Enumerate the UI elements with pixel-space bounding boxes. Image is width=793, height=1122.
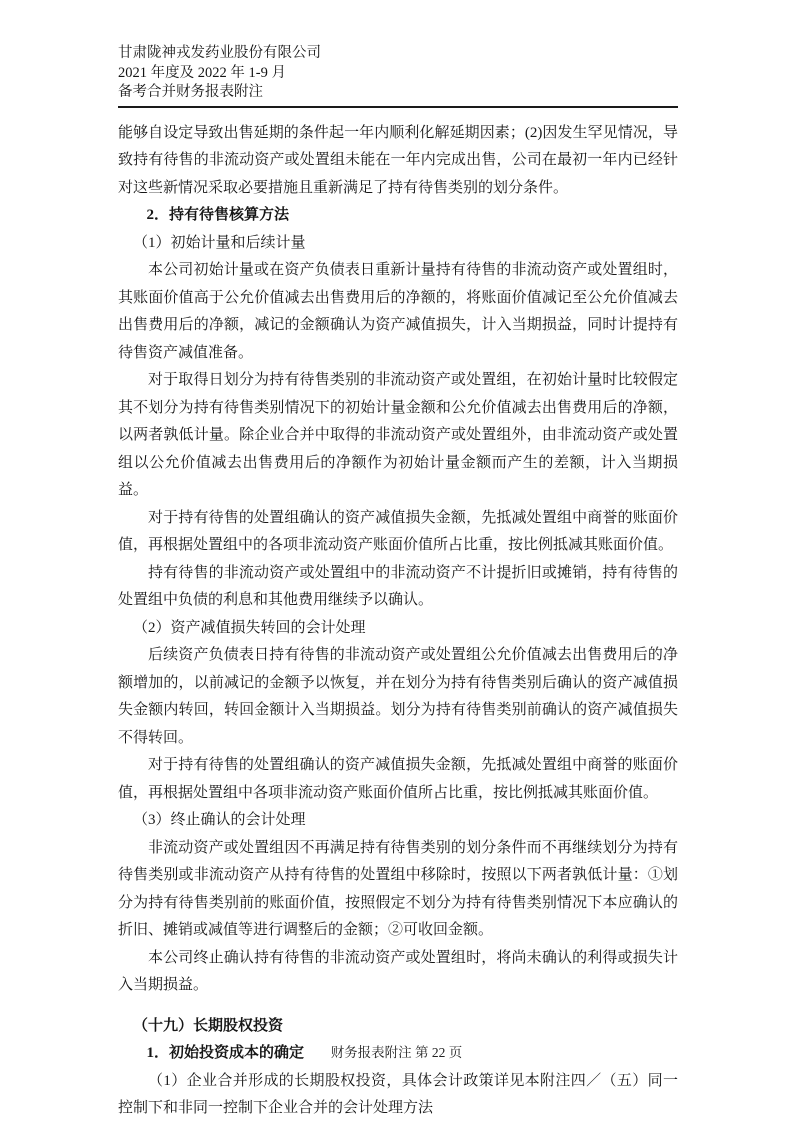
document-content (118, 0, 678, 1122)
sub-heading: （1）初始计量和后续计量 (133, 234, 306, 251)
paragraph: （1）企业合并形成的长期股权投资，具体会计政策详见本附注四／（五）同一控制下和非同一控制下企业合并的会计处理方法 (118, 1072, 678, 1116)
paragraph: 本公司初始计量或在资产负债表日重新计量持有待售的非流动资产或处置组时，其账面价值高于公允价值减去出售费用后的净额的，将账面价值减记至公允价值减去出售费用后的净额，减记的金额确认为资产减值损失，计入当期损益，同时计提持有待售资产减值准备。 (118, 262, 678, 361)
paragraph: 非流动资产或处置组因不再满足持有待售类别的划分条件而不再继续划分为持有待售类别或非流动资产从持有待售的处置组中移除时，按照以下两者孰低计量：①划分为持有待售类别前的账面价值，按照假定不划分为持有待售类别情况下本应确认的折旧、摊销或减值等进行调整后的金额；②可收回金额。 (118, 839, 678, 938)
section-heading: 1．初始投资成本的确定 (146, 1045, 305, 1061)
paragraph: 对于取得日划分为持有待售类别的非流动资产或处置组，在初始计量时比较假定其不划分为持有待售类别情况下的初始计量金额和公允价值减去出售费用后的净额，以两者孰低计量。除企业合并中取得的非流动资产或处置组外，由非流动资产或处置组以公允价值减去出售费用后的净额作为初始计量金额而产生的差额，计入当期损益。 (118, 372, 678, 498)
sub-heading: （2）资产减值损失转回的会计处理 (133, 619, 366, 636)
header-company-name: 甘肃陇神戎发药业股份有限公司 (118, 45, 321, 61)
section-heading: （十九）长期股权投资 (133, 1017, 284, 1034)
sub-heading: （3）终止确认的会计处理 (133, 812, 306, 828)
paragraph: 本公司终止确认持有待售的非流动资产或处置组时，将尚未确认的利得或损失计入当期损益。 (118, 949, 678, 993)
section-heading: 2．持有待售核算方法 (146, 207, 290, 223)
paragraph: 持有待售的非流动资产或处置组中的非流动资产不计提折旧或摊销，持有待售的处置组中负债的利息和其他费用继续予以确认。 (118, 564, 678, 608)
paragraph: 能够自设定导致出售延期的条件起一年内顺利化解延期因素；(2)因发生罕见情况，导致持有待售的非流动资产或处置组未能在一年内完成出售，公司在最初一年内已经针对这些新情况采取必要措施且重新满足了持有待售类别的划分条件。 (118, 124, 678, 196)
header-divider-rule (118, 106, 678, 108)
footer-page-number: 财务报表附注 第 22 页 (330, 1045, 463, 1060)
header-report-period: 2021 年度及 2022 年 1-9 月 (118, 64, 286, 81)
document-header (118, 0, 678, 108)
header-document-title: 备考合并财务报表附注 (118, 84, 263, 100)
paragraph: 对于持有待售的处置组确认的资产减值损失金额，先抵减处置组中商誉的账面价值，再根据处置组中的各项非流动资产账面价值所占比重，按比例抵减其账面价值。 (118, 509, 678, 553)
document-body (118, 120, 678, 1122)
page-footer (0, 1041, 793, 1061)
paragraph: 后续资产负债表日持有待售的非流动资产或处置组公允价值减去出售费用后的净额增加的，以前减记的金额予以恢复，并在划分为持有待售类别后确认的资产减值损失金额内转回，转回金额计入当期损益。划分为持有待售类别前确认的资产减值损失不得转回。 (118, 647, 678, 746)
paragraph: 对于持有待售的处置组确认的资产减值损失金额，先抵减处置组中商誉的账面价值，再根据处置组中各项非流动资产账面价值所占比重，按比例抵减其账面价值。 (118, 757, 678, 801)
